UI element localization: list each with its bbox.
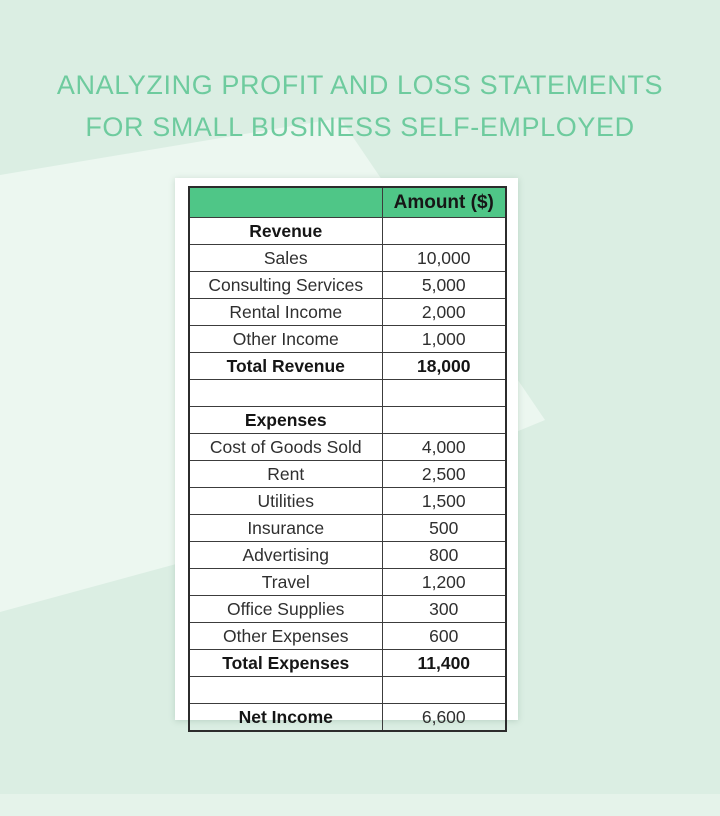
- table-row: [189, 245, 506, 272]
- row-amount-cell: 500: [382, 515, 506, 542]
- row-label-cell: Travel: [189, 569, 382, 596]
- table-row: [189, 407, 506, 434]
- row-label-cell: Office Supplies: [189, 596, 382, 623]
- row-amount-cell: 1,500: [382, 488, 506, 515]
- row-label-cell: Other Income: [189, 326, 382, 353]
- row-label-cell: Insurance: [189, 515, 382, 542]
- row-label-cell: Expenses: [189, 407, 382, 434]
- table-row: [189, 326, 506, 353]
- table-row: [189, 488, 506, 515]
- row-label-cell: Total Expenses: [189, 650, 382, 677]
- row-label-cell: [189, 380, 382, 407]
- table-row: [189, 542, 506, 569]
- row-label-cell: Cost of Goods Sold: [189, 434, 382, 461]
- title-line-2: FOR SMALL BUSINESS SELF-EMPLOYED: [85, 112, 635, 142]
- row-label-cell: Advertising: [189, 542, 382, 569]
- row-amount-cell: [382, 218, 506, 245]
- row-amount-cell: 1,000: [382, 326, 506, 353]
- row-amount-cell: 5,000: [382, 272, 506, 299]
- row-amount-cell: [382, 677, 506, 704]
- table-row: [189, 272, 506, 299]
- row-label-cell: Consulting Services: [189, 272, 382, 299]
- table-row: [189, 650, 506, 677]
- table-row: [189, 299, 506, 326]
- row-amount-cell: [382, 407, 506, 434]
- row-label-cell: Net Income: [189, 704, 382, 732]
- row-amount-cell: 11,400: [382, 650, 506, 677]
- row-label-cell: Utilities: [189, 488, 382, 515]
- table-row: [189, 623, 506, 650]
- table-row: [189, 515, 506, 542]
- row-amount-cell: 10,000: [382, 245, 506, 272]
- row-label-cell: [189, 677, 382, 704]
- row-label-cell: Rental Income: [189, 299, 382, 326]
- table-row: [189, 677, 506, 704]
- row-amount-cell: 4,000: [382, 434, 506, 461]
- row-label-cell: Rent: [189, 461, 382, 488]
- row-amount-cell: [382, 380, 506, 407]
- profit-loss-table: [188, 186, 507, 732]
- row-amount-cell: 6,600: [382, 704, 506, 732]
- table-row: [189, 704, 506, 732]
- row-amount-cell: 2,500: [382, 461, 506, 488]
- row-amount-cell: 1,200: [382, 569, 506, 596]
- row-amount-cell: 2,000: [382, 299, 506, 326]
- table-row: [189, 569, 506, 596]
- table-row: [189, 218, 506, 245]
- table-row: [189, 434, 506, 461]
- title-line-1: ANALYZING PROFIT AND LOSS STATEMENTS: [56, 70, 664, 100]
- row-amount-cell: 300: [382, 596, 506, 623]
- statement-card: [175, 178, 518, 727]
- header-label-cell: [189, 187, 382, 218]
- table-header-row: [189, 187, 506, 218]
- header-amount-cell: Amount ($): [382, 187, 506, 218]
- row-amount-cell: 18,000: [382, 353, 506, 380]
- row-amount-cell: 800: [382, 542, 506, 569]
- page-title: [0, 64, 720, 148]
- table-row: [189, 596, 506, 623]
- background-bottom-strip: [0, 794, 720, 816]
- table-row: [189, 353, 506, 380]
- table-row: [189, 380, 506, 407]
- row-label-cell: Revenue: [189, 218, 382, 245]
- row-amount-cell: 600: [382, 623, 506, 650]
- row-label-cell: Other Expenses: [189, 623, 382, 650]
- row-label-cell: Sales: [189, 245, 382, 272]
- row-label-cell: Total Revenue: [189, 353, 382, 380]
- table-row: [189, 461, 506, 488]
